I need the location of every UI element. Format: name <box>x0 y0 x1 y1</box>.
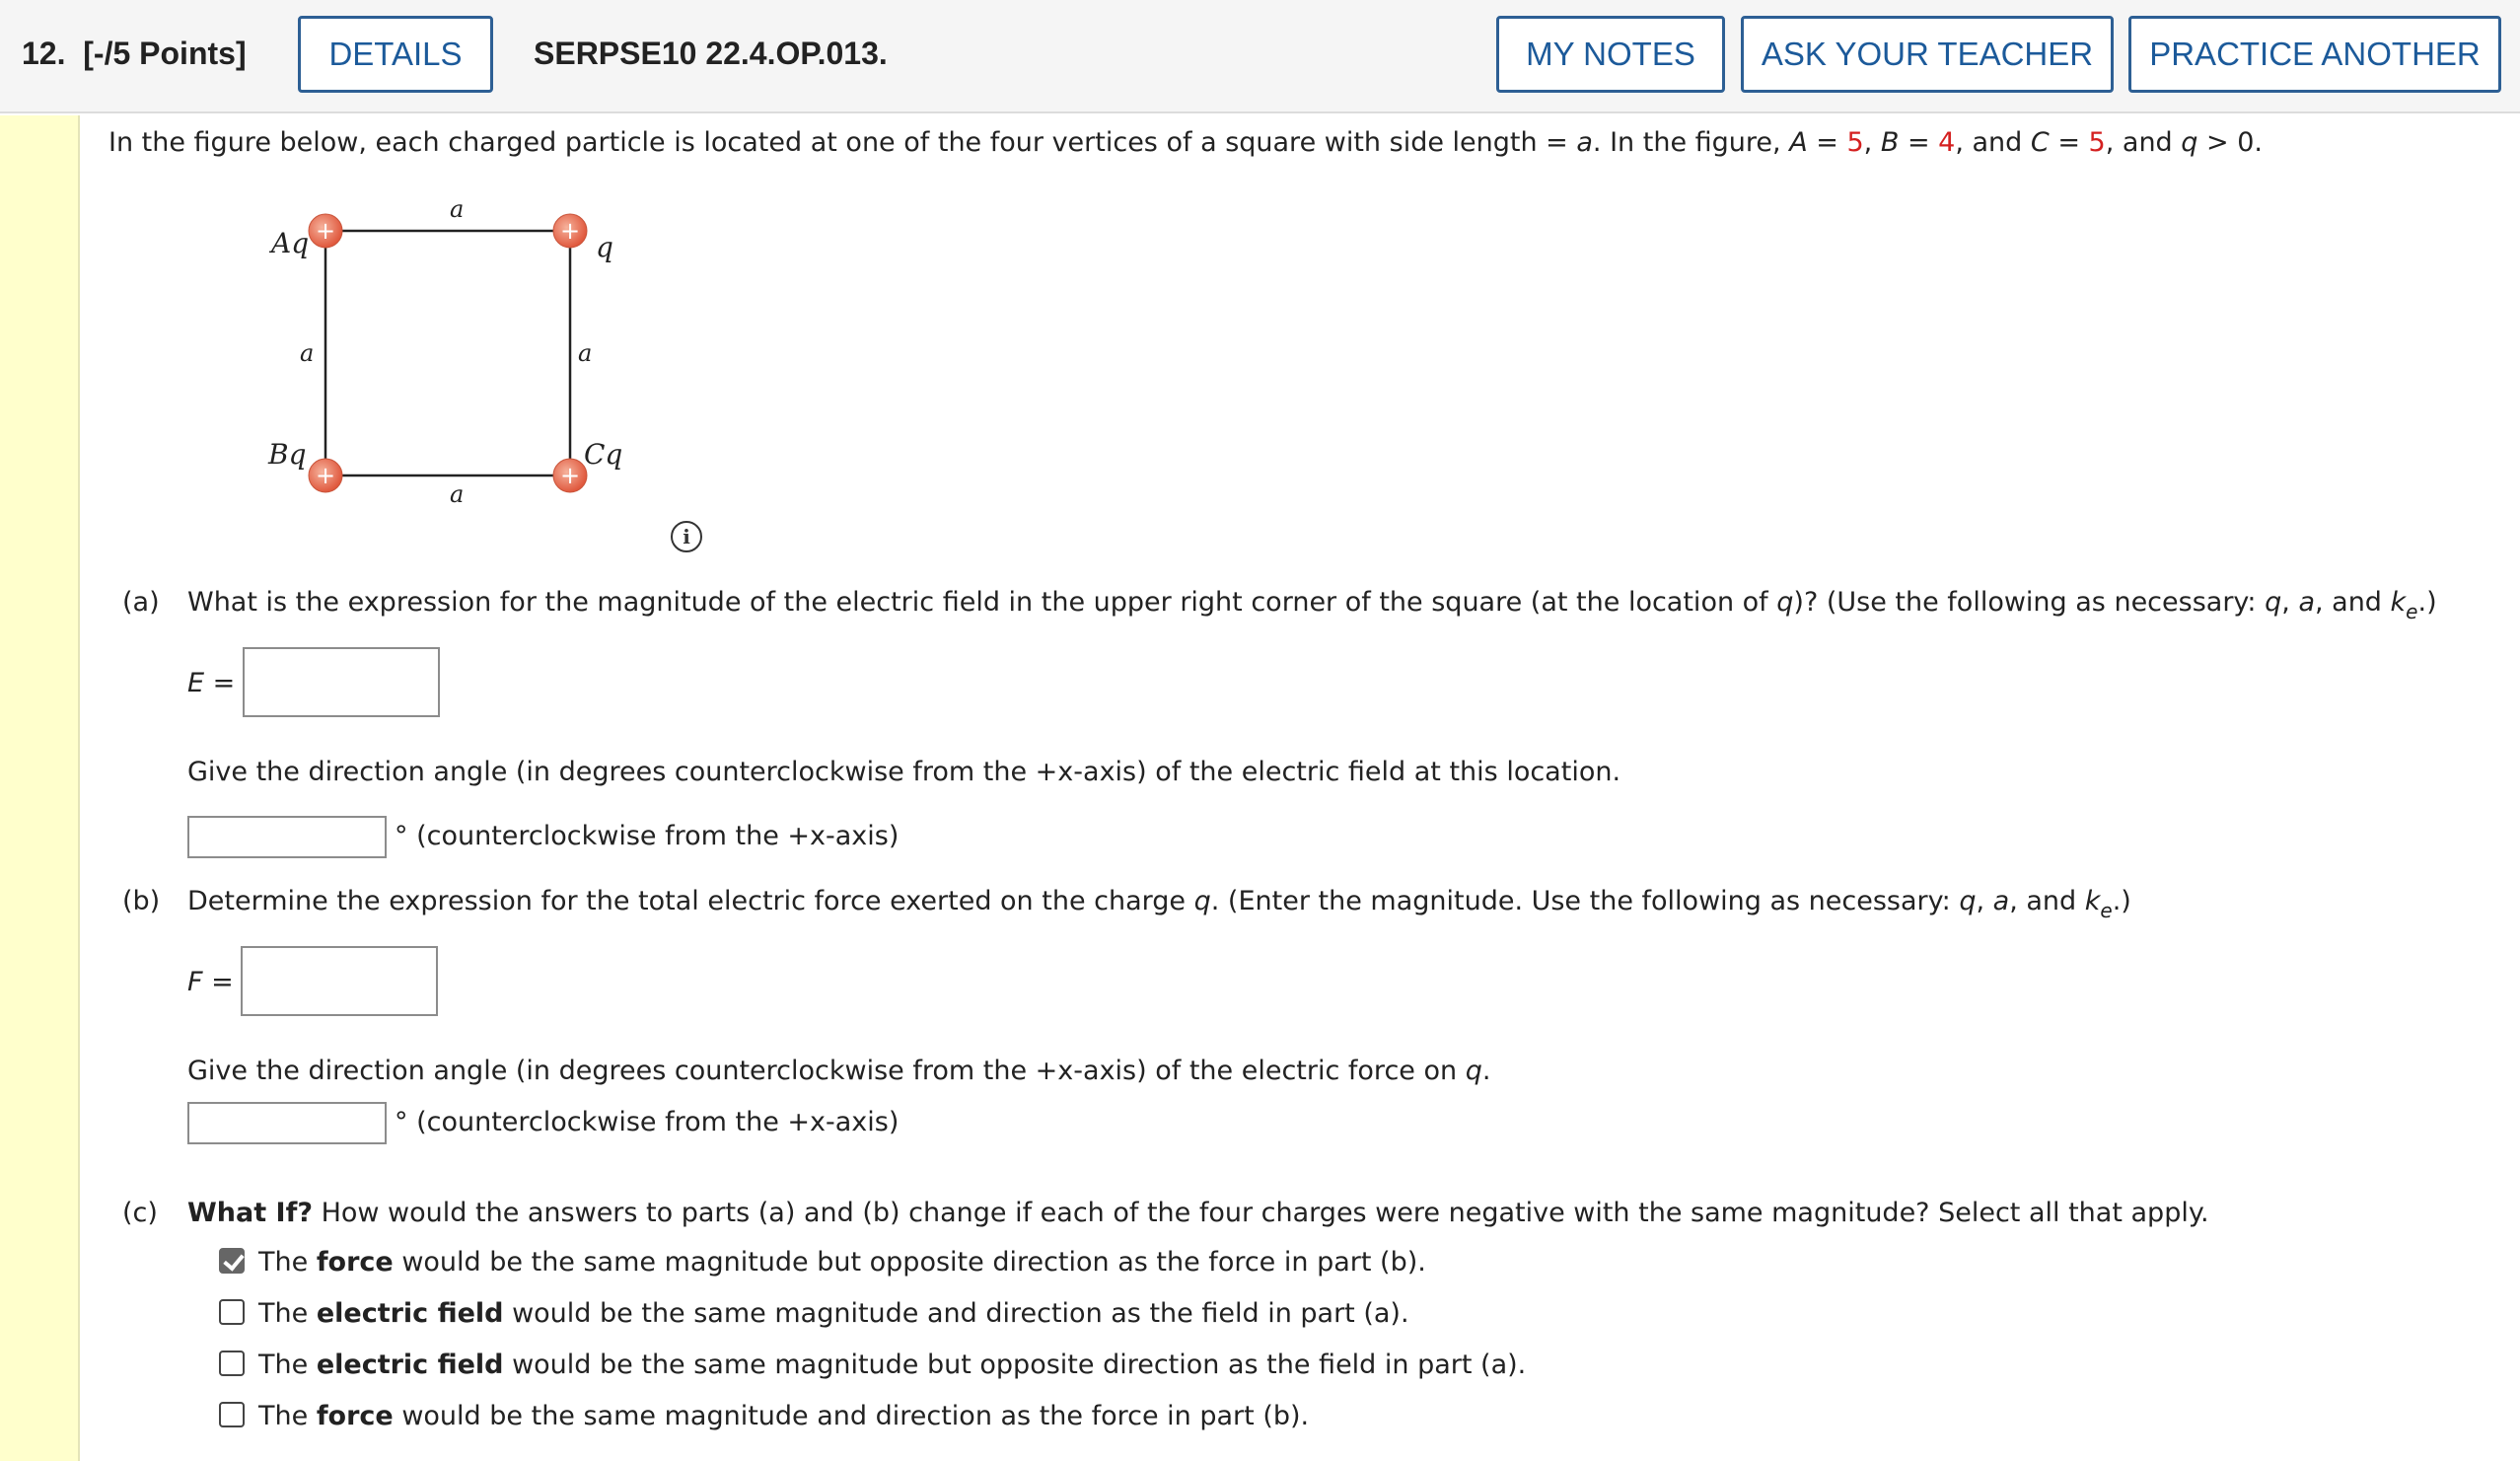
charge-square-figure <box>237 178 651 523</box>
question-header <box>0 0 2520 113</box>
label-bq: Bq <box>268 438 307 471</box>
e-field-input[interactable] <box>243 647 440 717</box>
force-angle-input[interactable] <box>187 1102 387 1144</box>
side-label-bottom: a <box>450 480 465 508</box>
option-4-checkbox[interactable] <box>219 1402 245 1427</box>
part-b-label: (b) <box>122 886 161 916</box>
e-angle-input[interactable] <box>187 816 387 858</box>
value-b: 4 <box>1938 127 1956 158</box>
question-side-bar <box>0 115 80 1461</box>
square-outline <box>325 231 570 475</box>
force-input[interactable] <box>241 946 438 1016</box>
side-label-left: a <box>300 339 315 367</box>
value-a: 5 <box>1846 127 1864 158</box>
side-label-right: a <box>578 339 593 367</box>
part-b-angle-prompt: Give the direction angle (in degrees counterclockwise from the +x-axis) of the electric force on q. <box>187 1056 1491 1086</box>
problem-code: SERPSE10 22.4.OP.013. <box>534 36 888 71</box>
my-notes-button[interactable]: MY NOTES <box>1496 16 1725 93</box>
option-2-label[interactable]: The electric field would be the same magnitude and direction as the field in part (a). <box>258 1298 1409 1329</box>
charge-bottom-right <box>553 459 587 492</box>
details-button[interactable]: DETAILS <box>298 16 493 93</box>
part-b-question: Determine the expression for the total electric force exerted on the charge q. (Enter the magnitude. Use the following as necessary: q, a, and $k_e$.) <box>187 886 2131 922</box>
label-aq: Aq <box>271 227 310 259</box>
part-a-question: What is the expression for the magnitude of the electric field in the upper right corner of the square (at the location of q)? (Use the following as necessary: q, a, and $k_e$.) <box>187 587 2437 623</box>
charge-top-right <box>553 214 587 248</box>
part-a-label: (a) <box>122 587 160 618</box>
question-number-points <box>22 36 247 72</box>
plus-sign: + <box>315 217 336 245</box>
info-icon[interactable]: i <box>671 521 702 552</box>
label-q: q <box>596 231 613 263</box>
option-1-label[interactable]: The force would be the same magnitude but opposite direction as the force in part (b). <box>258 1247 1426 1278</box>
part-c-question: What If? How would the answers to parts (a) and (b) change if each of the four charges were negative with the same magnitude? Select all that apply. <box>187 1198 2209 1228</box>
intro-text: In the figure below, each charged particle is located at one of the four vertices of a square with side length = a. In the figure, A = 5, B = 4, and C = 5, and q > 0. <box>108 127 2263 158</box>
part-a-angle-prompt: Give the direction angle (in degrees counterclockwise from the +x-axis) of the electric field at this location. <box>187 757 1621 787</box>
question-number: 12. <box>22 36 66 71</box>
plus-sign: + <box>559 462 581 489</box>
points-label: [-/5 Points] <box>83 36 247 71</box>
option-2-checkbox[interactable] <box>219 1299 245 1325</box>
plus-sign: + <box>559 217 581 245</box>
ask-your-teacher-button[interactable]: ASK YOUR TEACHER <box>1741 16 2114 93</box>
option-4-label[interactable]: The force would be the same magnitude and direction as the force in part (b). <box>258 1401 1310 1431</box>
label-cq: Cq <box>584 438 623 471</box>
option-3-checkbox[interactable] <box>219 1351 245 1376</box>
option-3-label[interactable]: The electric field would be the same magnitude but opposite direction as the field in part (a). <box>258 1350 1527 1380</box>
option-1-checkbox[interactable] <box>219 1248 245 1274</box>
part-c-label: (c) <box>122 1198 158 1228</box>
plus-sign: + <box>315 462 336 489</box>
force-label: F = <box>187 967 234 997</box>
charge-bottom-left <box>309 459 342 492</box>
practice-another-button[interactable]: PRACTICE ANOTHER <box>2128 16 2501 93</box>
value-c: 5 <box>2088 127 2106 158</box>
e-angle-suffix: ° (counterclockwise from the +x-axis) <box>395 821 900 851</box>
charge-top-left <box>309 214 342 248</box>
side-label-top: a <box>450 195 465 223</box>
force-angle-suffix: ° (counterclockwise from the +x-axis) <box>395 1107 900 1137</box>
e-field-label: E = <box>187 668 236 698</box>
